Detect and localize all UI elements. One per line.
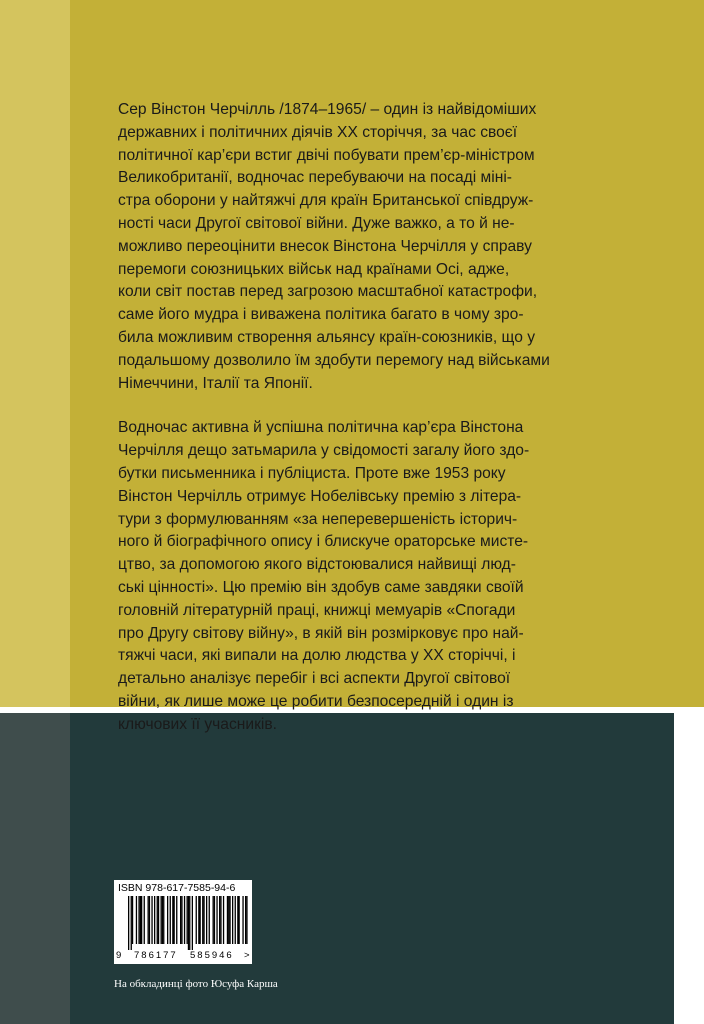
barcode-digits-group-2: 585946 <box>190 950 234 961</box>
barcode-bar <box>196 896 197 944</box>
barcode-bar <box>235 896 236 944</box>
barcode-bar <box>206 896 207 944</box>
isbn-text: ISBN 978-617-7585-94-6 <box>118 882 236 894</box>
barcode-bar <box>132 896 133 944</box>
barcode-bar <box>140 896 141 944</box>
barcode-digits-group-1: 786177 <box>134 950 178 961</box>
barcode-bar <box>219 896 220 944</box>
barcode-box <box>114 880 252 964</box>
barcode-bar <box>228 896 229 944</box>
barcode-bar <box>246 896 247 944</box>
barcode-bar <box>188 896 189 950</box>
barcode-bar <box>141 896 142 944</box>
barcode-bar <box>163 896 164 944</box>
barcode-bar <box>200 896 201 944</box>
blurb-paragraph-1: Сер Вінстон Черчілль /1874–1965/ – один із найвідоміших державних і політичних діячів XX сторіччя, за час своєї політичної кар’єри встиг двічі побувати прем’єр-міністром Великобританії, водночас перебуваючи на посаді міні- стра оборони у найтяжчі для країн Британської співдруж- ності часи Другої світової війни. Дуже важко, а то й не- можливо переоцінити внесок Вінстона Черчілля у справу перемоги союзницьких військ над країнами Осі, адже, коли світ постав перед загрозою масштабної катастрофи, саме його мудра і виважена політика багато в чому зро- била можливим створення альянсу країн-союзників, що у подальшому дозволило їм здобути перемогу над військами Німеччини, Італії та Японії. <box>118 101 550 392</box>
barcode-bar <box>176 896 177 944</box>
barcode-bar <box>245 896 246 944</box>
barcode-bar <box>138 896 139 944</box>
barcode-bar <box>239 896 240 944</box>
barcode-bar <box>214 896 215 944</box>
barcode-bar <box>229 896 230 944</box>
barcode <box>118 896 248 950</box>
barcode-marker: > <box>244 950 250 961</box>
barcode-bar <box>227 896 228 944</box>
photo-credit: На обкладинці фото Юсуфа Карша <box>114 978 278 990</box>
barcode-bar <box>242 896 243 944</box>
barcode-bar <box>151 896 152 944</box>
barcode-bar <box>128 896 129 950</box>
barcode-bar <box>172 896 173 944</box>
barcode-bar <box>189 896 190 950</box>
barcode-bar <box>209 896 210 944</box>
barcode-bar <box>232 896 233 944</box>
left-strip-top <box>0 0 70 707</box>
barcode-bar <box>223 896 224 944</box>
barcode-bar <box>154 896 155 944</box>
barcode-bar <box>149 896 150 944</box>
barcode-bar <box>203 896 204 944</box>
barcode-bar <box>216 896 217 944</box>
barcode-bar <box>148 896 149 944</box>
barcode-digit-first: 9 <box>116 950 122 961</box>
barcode-bar <box>220 896 221 944</box>
barcode-bar <box>187 896 188 944</box>
barcode-bar <box>162 896 163 944</box>
barcode-bar <box>170 896 171 944</box>
barcode-bar <box>157 896 158 944</box>
barcode-bar <box>174 896 175 944</box>
barcode-bar <box>181 896 182 944</box>
blurb-paragraph-2: Водночас активна й успішна політична кар’єра Вінстона Черчілля дещо затьмарила у свідомості загалу його здо- бутки письменника і публіциста. Проте вже 1953 року Вінстон Черчілль отримує Нобелівську премію з літера- тури з формулюванням «за неперевершеність історич- ного й біографічного опису і блискуче ораторське мисте- цтво, за допомогою якого відстоювалися найвищі люд- ські цінності». Цю премію він здобув саме завдяки своїй головній літературній праці, книжці мемуарів «Спогади про Другу світову війну», в якій він розмірковує про най- тяжчі часи, які випали на долю людства у XX сторіччі, і детально аналізує перебіг і всі аспекти Другої світової війни, як лише може це робити безпосередній і один із ключових її учасників. <box>118 419 530 733</box>
barcode-bar <box>158 896 159 944</box>
bottom-left-panel <box>0 713 70 1024</box>
barcode-bar <box>136 896 137 944</box>
barcode-bar <box>161 896 162 944</box>
barcode-bar <box>144 896 145 944</box>
barcode-bar <box>180 896 181 944</box>
barcode-bar <box>237 896 238 944</box>
barcode-bar <box>131 896 132 950</box>
barcode-bar <box>167 896 168 944</box>
barcode-bar <box>202 896 203 944</box>
barcode-bar <box>213 896 214 944</box>
barcode-bar <box>192 896 193 950</box>
blurb <box>118 99 610 737</box>
barcode-bar <box>184 896 185 944</box>
bottom-right-strip <box>674 713 704 1024</box>
barcode-bar <box>198 896 199 944</box>
